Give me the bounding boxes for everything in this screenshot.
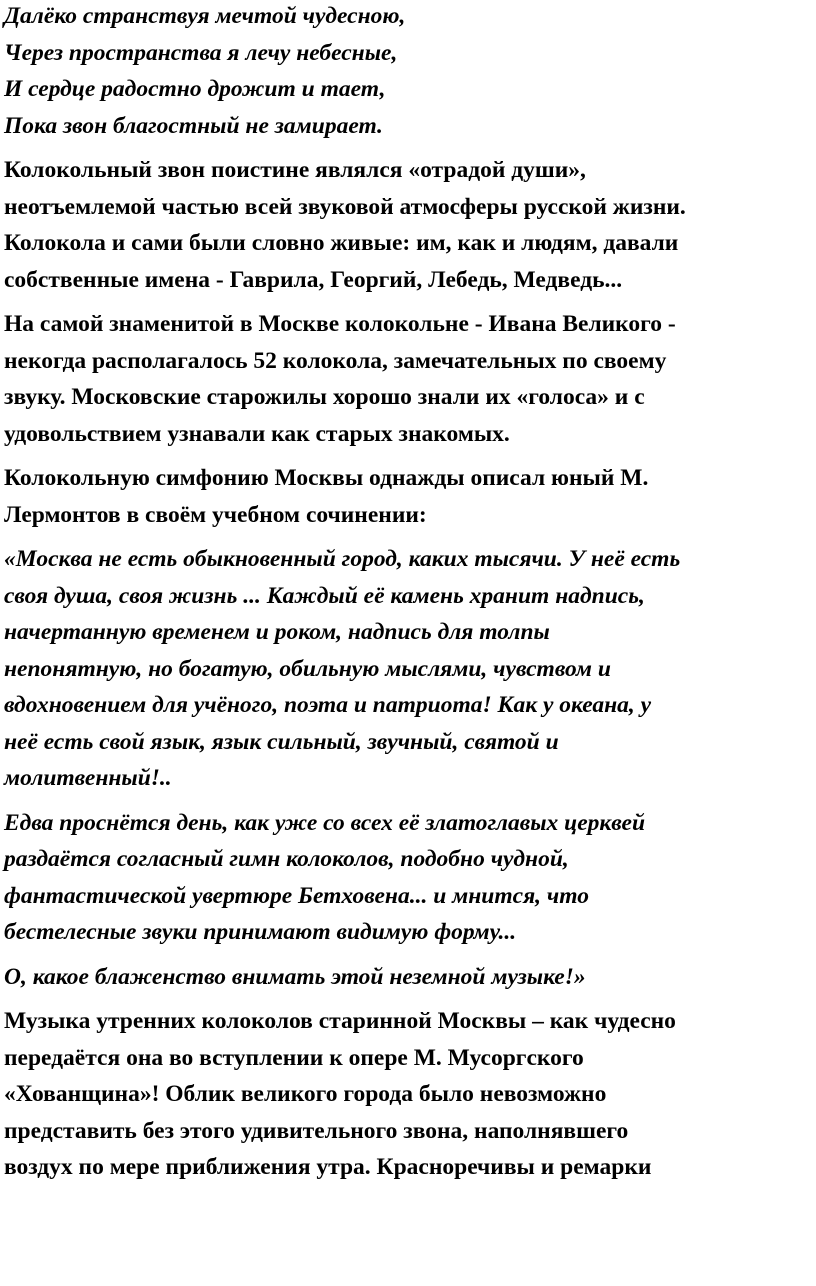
quote-line: фантастической увертюре Бетховена... и мнится, что xyxy=(4,882,589,909)
quote-line: своя душа, своя жизнь ... Каждый её камень хранит надпись, xyxy=(4,582,645,609)
text-line: Лермонтов в своём учебном сочинении: xyxy=(4,501,427,528)
text-line: Колокольную симфонию Москвы однажды описал юный М. xyxy=(4,465,649,491)
poem-line: Через пространства я лечу небесные, xyxy=(4,39,398,66)
poem-stanza xyxy=(4,0,814,144)
quote-line: О, какое блаженство внимать этой неземной музыке!» xyxy=(4,963,586,990)
poem-line: Далёко странствуя мечтой чудесною, xyxy=(4,3,406,29)
quote-line: вдохновением для учёного, поэта и патриота! Как у океана, у xyxy=(4,692,652,718)
paragraph-mussorgsky xyxy=(4,1003,814,1186)
text-line: некогда располагалось 52 колокола, замечательных по своему xyxy=(4,347,667,374)
text-line: представить без этого удивительного звона, наполнявшего xyxy=(4,1117,629,1144)
quote-paragraph-bliss xyxy=(4,959,814,996)
quote-line: молитвенный!.. xyxy=(4,765,172,791)
poem-line: Пока звон благостный не замирает. xyxy=(4,112,383,139)
paragraph-bell-ringing xyxy=(4,152,814,298)
text-line: Музыка утренних колоколов старинной Москвы – как чудесно xyxy=(4,1008,676,1034)
text-line: удовольствием узнавали как старых знакомых. xyxy=(4,420,510,447)
text-line: неотъемлемой частью всей звуковой атмосферы русской жизни. xyxy=(4,193,686,220)
document-page xyxy=(4,0,814,1194)
quote-line: начертанную временем и роком, надпись для толпы xyxy=(4,619,550,645)
paragraph-lermontov-intro xyxy=(4,460,814,533)
text-line: «Хованщина»! Облик великого города было невозможно xyxy=(4,1081,607,1107)
quote-line: Едва проснётся день, как уже со всех её златоглавых церквей xyxy=(4,809,646,836)
quote-paragraph-moscow xyxy=(4,541,814,797)
text-line: собственные имена - Гаврила, Георгий, Лебедь, Медведь... xyxy=(4,266,623,293)
text-line: передаётся она во вступлении к опере М. Мусоргского xyxy=(4,1044,584,1071)
quote-line: раздаётся согласный гимн колоколов, подобно чудной, xyxy=(4,846,569,872)
quote-line: бестелесные звуки принимают видимую форму... xyxy=(4,919,517,945)
text-line: Колокольный звон поистине являлся «отрадой души», xyxy=(4,157,586,183)
text-line: воздух по мере приближения утра. Красноречивы и ремарки xyxy=(4,1154,652,1180)
quote-paragraph-dawn xyxy=(4,805,814,951)
paragraph-ivan-the-great xyxy=(4,306,814,452)
quote-line: непонятную, но богатую, обильную мыслями, чувством и xyxy=(4,655,611,682)
text-line: Колокола и сами были словно живые: им, как и людям, давали xyxy=(4,230,679,256)
quote-line: «Москва не есть обыкновенный город, каких тысячи. У неё есть xyxy=(4,546,681,572)
text-line: На самой знаменитой в Москве колокольне - Ивана Великого - xyxy=(4,311,676,337)
poem-line: И сердце радостно дрожит и тает, xyxy=(4,76,386,102)
quote-line: неё есть свой язык, язык сильный, звучный, святой и xyxy=(4,728,559,755)
text-line: звуку. Московские старожилы хорошо знали их «голоса» и с xyxy=(4,384,645,410)
